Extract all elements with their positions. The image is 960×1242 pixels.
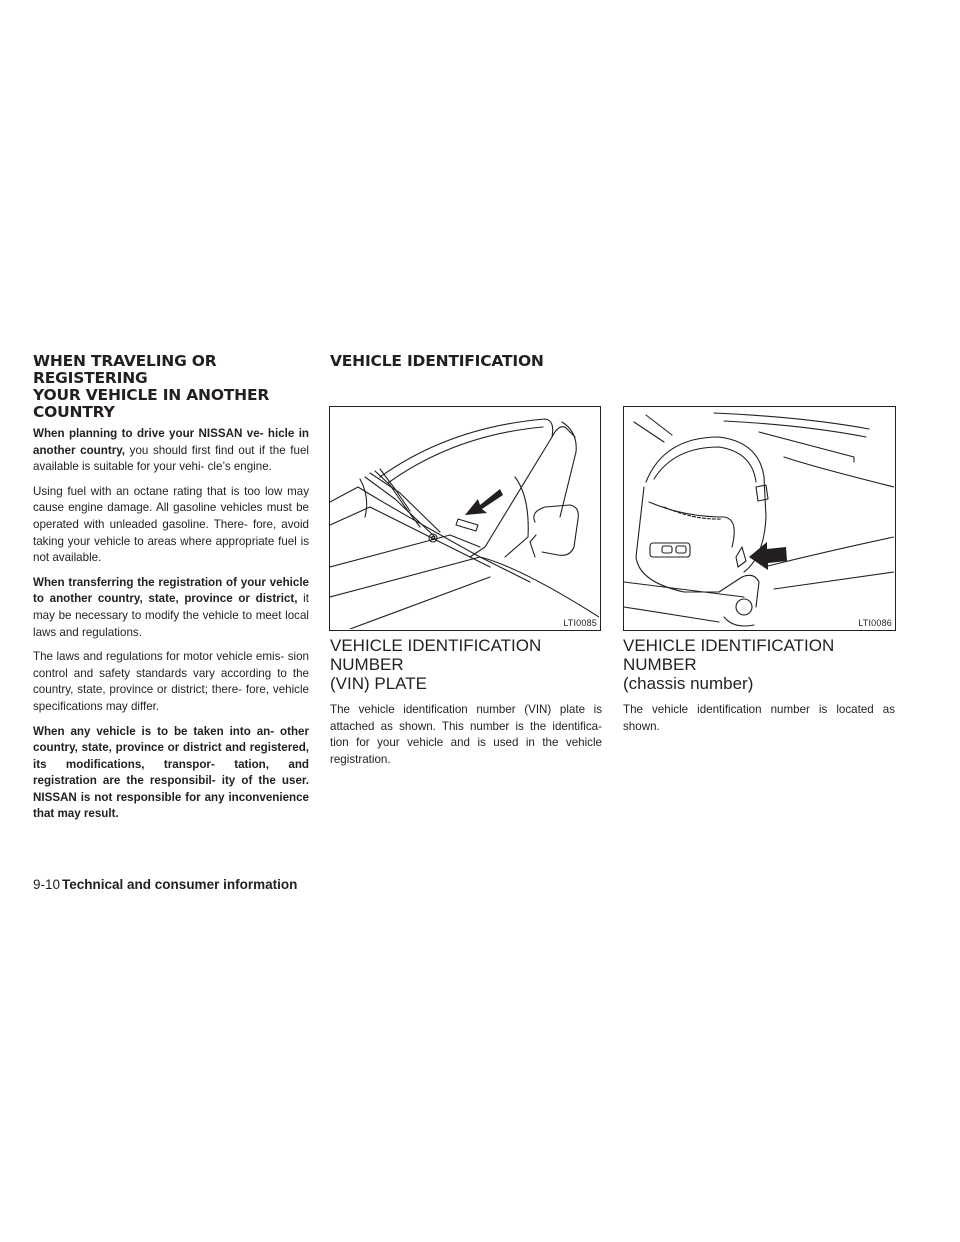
paragraph-responsibility-bold: When any vehicle is to be taken into an- other country, state, province or district and registered, its modifications, transpor- tation, and registration are the responsibil- ity of the user. NISSAN is not responsible for any inconvenience that may result. — [33, 724, 309, 821]
paragraph-registration-text: it may be necessary to modify the vehicle to meet local laws and regulations. — [33, 592, 309, 639]
paragraph-fuel — [33, 426, 309, 476]
page-footer — [33, 876, 297, 894]
paragraph-fuel-bold: When planning to drive your NISSAN ve- hicle in another country, — [33, 427, 309, 457]
paragraph-octane-text: Using fuel with an octane rating that is too low may cause engine damage. All gasoline vehicles must be operated with unleaded gasoline. There- fore, avoid taking your vehicle to areas where appropriate fuel is not available. — [33, 484, 309, 565]
section-heading-traveling — [33, 353, 309, 421]
figure-code: LTI0086 — [858, 618, 892, 628]
chassis-number-heading-line-1: VEHICLE IDENTIFICATION NUMBER — [623, 636, 835, 674]
vin-plate-text: The vehicle identification number (VIN) plate is attached as shown. This number is the identifica- tion for your vehicle and is used in the vehicle registration. — [330, 703, 602, 766]
heading-line-3: COUNTRY — [33, 403, 115, 421]
pointer-arrow-icon — [465, 489, 503, 515]
chassis-number-heading-line-2: (chassis number) — [623, 674, 754, 693]
paragraph-registration — [33, 575, 309, 641]
vin-plate-heading-line-2: (VIN) PLATE — [330, 674, 427, 693]
heading-line-2: YOUR VEHICLE IN ANOTHER — [33, 386, 270, 404]
footer-section-title: Technical and consumer information — [62, 877, 298, 892]
left-column — [33, 353, 309, 831]
figure-vin-plate — [329, 406, 601, 631]
chassis-number-section — [623, 636, 895, 743]
figure-code: LTI0085 — [563, 618, 597, 628]
vin-plate-heading — [330, 636, 602, 693]
chassis-number-heading — [623, 636, 895, 693]
paragraph-registration-bold: When transferring the registration of your vehicle to another country, state, province or district, — [33, 575, 309, 606]
paragraph-responsibility — [33, 724, 309, 824]
paragraph-fuel-text: you should first find out if the fuel available is suitable for your vehi- cle’s engine. — [33, 443, 309, 474]
paragraph-octane — [33, 484, 309, 567]
paragraph-laws-text: The laws and regulations for motor vehicle emis- sion control and safety standards vary according to the country, state, province or district; there- fore, vehicle specifications may differ. — [33, 650, 309, 713]
vin-plate-heading-line-1: VEHICLE IDENTIFICATION NUMBER — [330, 636, 542, 674]
heading-line-1: WHEN TRAVELING OR REGISTERING — [33, 352, 217, 387]
vin-plate-section — [330, 636, 602, 776]
chassis-number-text: The vehicle identification number is located as shown. — [623, 703, 895, 733]
paragraph-laws — [33, 649, 309, 715]
pointer-arrow-icon — [749, 542, 787, 570]
page-number: 9-10 — [33, 877, 61, 892]
section-heading-vehicle-identification: VEHICLE IDENTIFICATION — [330, 352, 544, 370]
figure-chassis-number — [623, 406, 896, 631]
windshield-illustration — [330, 407, 599, 629]
seat-floor-illustration — [624, 407, 894, 629]
